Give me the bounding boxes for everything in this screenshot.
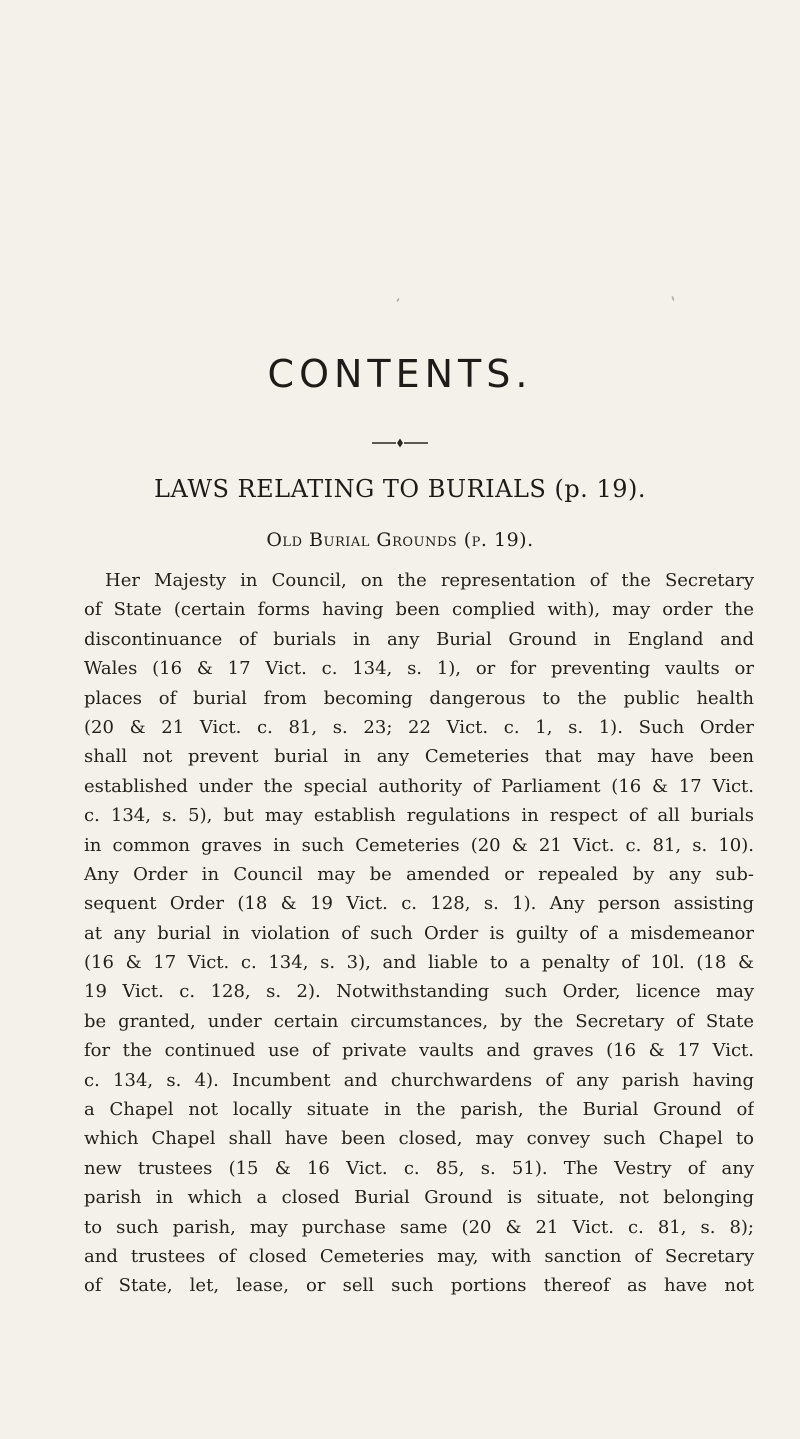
text-line: a Chapel not locally situate in the parish, the Burial Ground of (84, 1099, 754, 1121)
text-line: in common graves in such Cemeteries (20 & 21 Vict. c. 81, s. 10). (84, 834, 754, 856)
text-line: established under the special authority of Parliament (16 & 17 Vict. (84, 775, 754, 797)
text-line: which Chapel shall have been closed, may convey such Chapel to (84, 1128, 754, 1150)
text-line: to such parish, may purchase same (20 & 21 Vict. c. 81, s. 8); (84, 1216, 754, 1238)
body-paragraph (84, 566, 754, 1301)
text-line: c. 134, s. 4). Incumbent and churchwardens of any parish having (84, 1069, 754, 1091)
text-line: Wales (16 & 17 Vict. c. 134, s. 1), or for preventing vaults or (84, 658, 754, 680)
text-line: Any Order in Council may be amended or repealed by any sub- (84, 863, 754, 885)
paper-speck (396, 298, 400, 302)
text-line: c. 134, s. 5), but may establish regulations in respect of all burials (84, 805, 754, 827)
text-line: be granted, under certain circumstances, by the Secretary of State (84, 1010, 754, 1032)
section-heading: LAWS RELATING TO BURIALS (p. 19). (154, 475, 646, 503)
diamond-rule-icon (370, 437, 430, 449)
text-line: new trustees (15 & 16 Vict. c. 85, s. 51). The Vestry of any (84, 1157, 754, 1179)
text-line: discontinuance of burials in any Burial Ground in England and (84, 628, 754, 650)
text-line: shall not prevent burial in any Cemeteries that may have been (84, 746, 754, 768)
page-title: CONTENTS. (267, 352, 533, 396)
text-line: and trustees of closed Cemeteries may, with sanction of Secretary (84, 1245, 754, 1267)
text-line: places of burial from becoming dangerous to the public health (84, 687, 754, 709)
text-line: of State (certain forms having been complied with), may order the (84, 599, 754, 621)
text-line: parish in which a closed Burial Ground is situate, not belonging (84, 1187, 754, 1209)
paper-speck (671, 296, 675, 301)
text-line: 19 Vict. c. 128, s. 2). Notwithstanding such Order, licence may (84, 981, 754, 1003)
text-line: (20 & 21 Vict. c. 81, s. 23; 22 Vict. c. 1, s. 1). Such Order (84, 716, 754, 738)
text-line: of State, let, lease, or sell such portions thereof as have not (84, 1275, 754, 1297)
text-line: (16 & 17 Vict. c. 134, s. 3), and liable to a penalty of 10l. (18 & (84, 952, 754, 974)
text-line: Her Majesty in Council, on the representation of the Secretary (105, 570, 754, 591)
text-line: sequent Order (18 & 19 Vict. c. 128, s. 1). Any person assisting (84, 893, 754, 915)
subsection-heading: Old Burial Grounds (p. 19). (266, 529, 534, 551)
text-line: for the continued use of private vaults and graves (16 & 17 Vict. (84, 1040, 754, 1062)
text-line: at any burial in violation of such Order is guilty of a misdemeanor (84, 922, 754, 944)
